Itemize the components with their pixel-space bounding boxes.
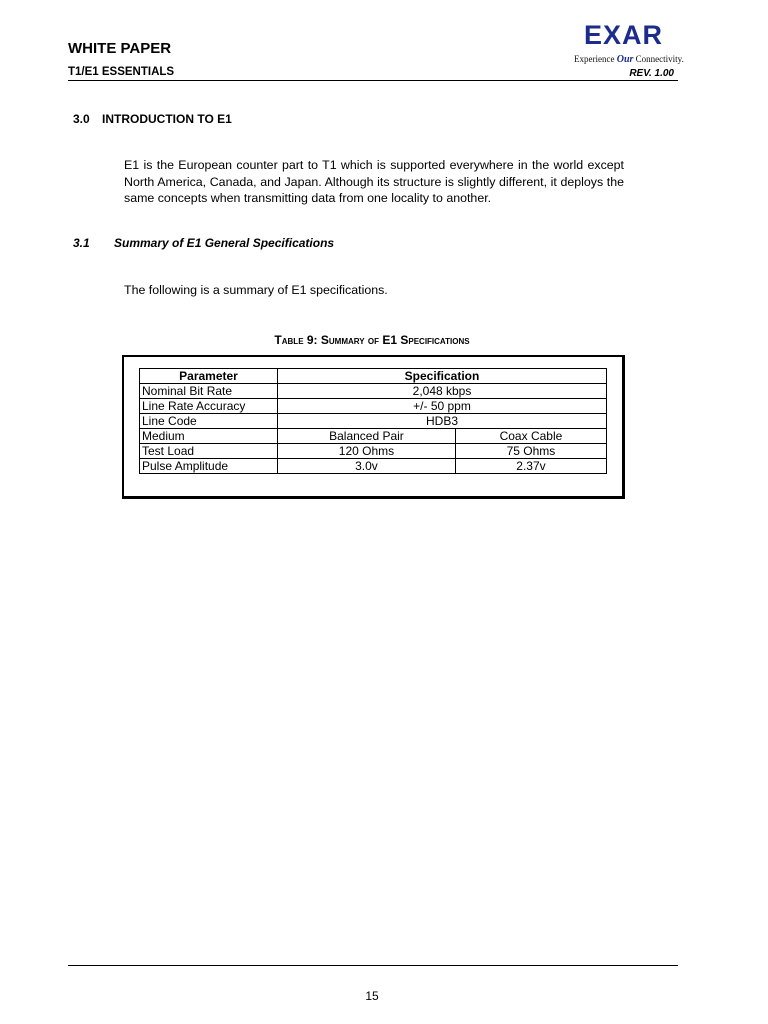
- spec-cell: 2,048 kbps: [278, 384, 607, 399]
- logo-tagline-pre: Experience: [574, 54, 617, 64]
- param-cell: Test Load: [140, 444, 278, 459]
- param-cell: Medium: [140, 429, 278, 444]
- spec-cell: 120 Ohms: [278, 444, 456, 459]
- table-header-row: [140, 369, 607, 384]
- table-row: [140, 414, 607, 429]
- spec-cell: Balanced Pair: [278, 429, 456, 444]
- spec-cell: HDB3: [278, 414, 607, 429]
- spec-cell: 2.37v: [455, 459, 606, 474]
- spec-cell: 75 Ohms: [455, 444, 606, 459]
- subsection-heading: [73, 236, 334, 250]
- param-cell: Pulse Amplitude: [140, 459, 278, 474]
- spec-cell: 3.0v: [278, 459, 456, 474]
- logo-tagline-our: Our: [616, 54, 634, 65]
- param-cell: Line Rate Accuracy: [140, 399, 278, 414]
- table-frame: [122, 355, 625, 499]
- param-cell: Line Code: [140, 414, 278, 429]
- subsection-number: 3.1: [73, 236, 90, 250]
- page-number: 15: [365, 989, 379, 1003]
- table-row: [140, 444, 607, 459]
- document-title: WHITE PAPER: [68, 40, 172, 57]
- param-cell: Nominal Bit Rate: [140, 384, 278, 399]
- section-heading: [73, 112, 232, 126]
- logo-wordmark: EXAR: [584, 20, 664, 50]
- section-title: INTRODUCTION TO E1: [102, 112, 232, 126]
- table-row: [140, 399, 607, 414]
- subsection-title: Summary of E1 General Specifications: [114, 236, 335, 250]
- intro-paragraph: E1 is the European counter part to T1 which is supported everywhere in the world except North America, Canada, and Japan. Although its structure is slightly different, it deploys the same concepts when transmitting data from one locality to another.: [124, 158, 624, 205]
- table-caption: Table 9: Summary of E1 Specifications: [274, 333, 470, 347]
- section-number: 3.0: [73, 112, 90, 126]
- spec-cell: +/- 50 ppm: [278, 399, 607, 414]
- footer-rule: [68, 965, 678, 966]
- summary-paragraph: The following is a summary of E1 specifications.: [124, 283, 388, 297]
- table-row: [140, 384, 607, 399]
- header-specification: Specification: [278, 369, 607, 384]
- header-parameter: Parameter: [140, 369, 278, 384]
- table-row: [140, 459, 607, 474]
- spec-table: [139, 368, 607, 474]
- revision-label: REV. 1.00: [629, 68, 674, 79]
- logo-tagline: [574, 54, 684, 65]
- table-row: [140, 429, 607, 444]
- logo-tagline-post: Connectivity.: [633, 54, 684, 64]
- exar-logo: [574, 20, 684, 70]
- document-subtitle: T1/E1 ESSENTIALS: [68, 66, 175, 78]
- header-rule: [68, 80, 678, 81]
- spec-cell: Coax Cable: [455, 429, 606, 444]
